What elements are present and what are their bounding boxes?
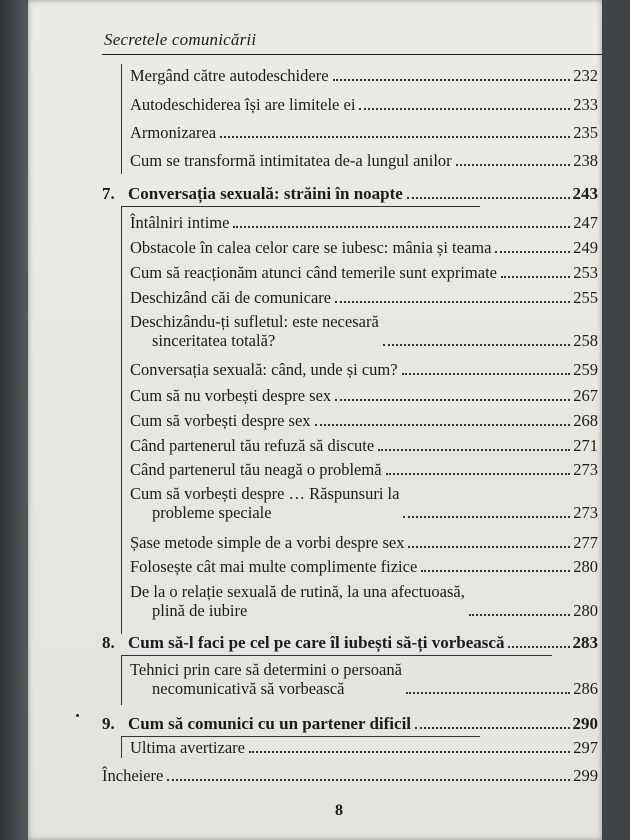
- toc-entry: Cum se transformă intimitatea de-a lungul anilor 238: [130, 151, 598, 170]
- chapter-9-bracket-line: [121, 736, 122, 758]
- table-of-contents: [28, 0, 602, 840]
- ink-speck: [76, 714, 79, 717]
- toc-chapter-7: 7. Conversația sexuală: străini în noapte 243: [102, 184, 598, 203]
- toc-entry: Cum să reacționăm atunci când temerile sunt exprimate 253: [130, 263, 598, 282]
- toc-entry: Autodeschiderea își are limitele ei 233: [130, 95, 598, 114]
- book-gutter-shadow: [0, 0, 28, 840]
- toc-entry: De la o relație sexuală de rutină, la una afectuoasă, plină de iubire 280: [130, 582, 598, 620]
- toc-entry: Deschizând căi de comunicare 255: [130, 288, 598, 307]
- toc-entry: Cum să vorbești despre … Răspunsuri la probleme speciale 273: [130, 484, 598, 522]
- running-header-title: Secretele comunicării: [104, 30, 257, 49]
- book-page: [28, 0, 602, 840]
- chapter-8-rule: [122, 655, 552, 656]
- toc-entry: Când partenerul tău refuză să discute 271: [130, 436, 598, 455]
- chapter-7-rule: [122, 206, 480, 207]
- toc-entry: Folosește cât mai multe complimente fizice 280: [130, 557, 598, 576]
- toc-chapter-8: 8. Cum să-l faci pe cel pe care îl iubești să-ți vorbească 283: [102, 633, 598, 652]
- toc-entry-conclusion: Încheiere 299: [102, 766, 598, 785]
- toc-entry: Șase metode simple de a vorbi despre sex 277: [130, 533, 598, 552]
- page-number: 8: [335, 802, 343, 819]
- chapter-7-bracket-line: [121, 206, 122, 634]
- toc-entry: Ultima avertizare 297: [130, 738, 598, 757]
- toc-entry: Întâlniri intime 247: [130, 213, 598, 232]
- toc-entry: Armonizarea 235: [130, 123, 598, 142]
- toc-entry: Cum să vorbești despre sex 268: [130, 411, 598, 430]
- toc-chapter-9: 9. Cum să comunici cu un partener dificil 290: [102, 714, 598, 733]
- toc-entry: Cum să nu vorbești despre sex 267: [130, 386, 598, 405]
- chapter-8-bracket-line: [121, 655, 122, 705]
- toc-entry: Obstacole în calea celor care se iubesc: mânia și teama 249: [130, 238, 598, 257]
- toc-entry: Conversația sexuală: când, unde și cum? 259: [130, 360, 598, 379]
- chapter-9-rule: [122, 736, 480, 737]
- toc-entry: Tehnici prin care să determini o persoană necomunicativă să vorbească 286: [130, 660, 598, 698]
- toc-entry: Când partenerul tău neagă o problemă 273: [130, 460, 598, 479]
- toc-entry: Deschizându-ți sufletul: este necesară sinceritatea totală? 258: [130, 312, 598, 350]
- section-bracket-line: [121, 64, 122, 174]
- toc-entry: Mergând către autodeschidere 232: [130, 66, 598, 85]
